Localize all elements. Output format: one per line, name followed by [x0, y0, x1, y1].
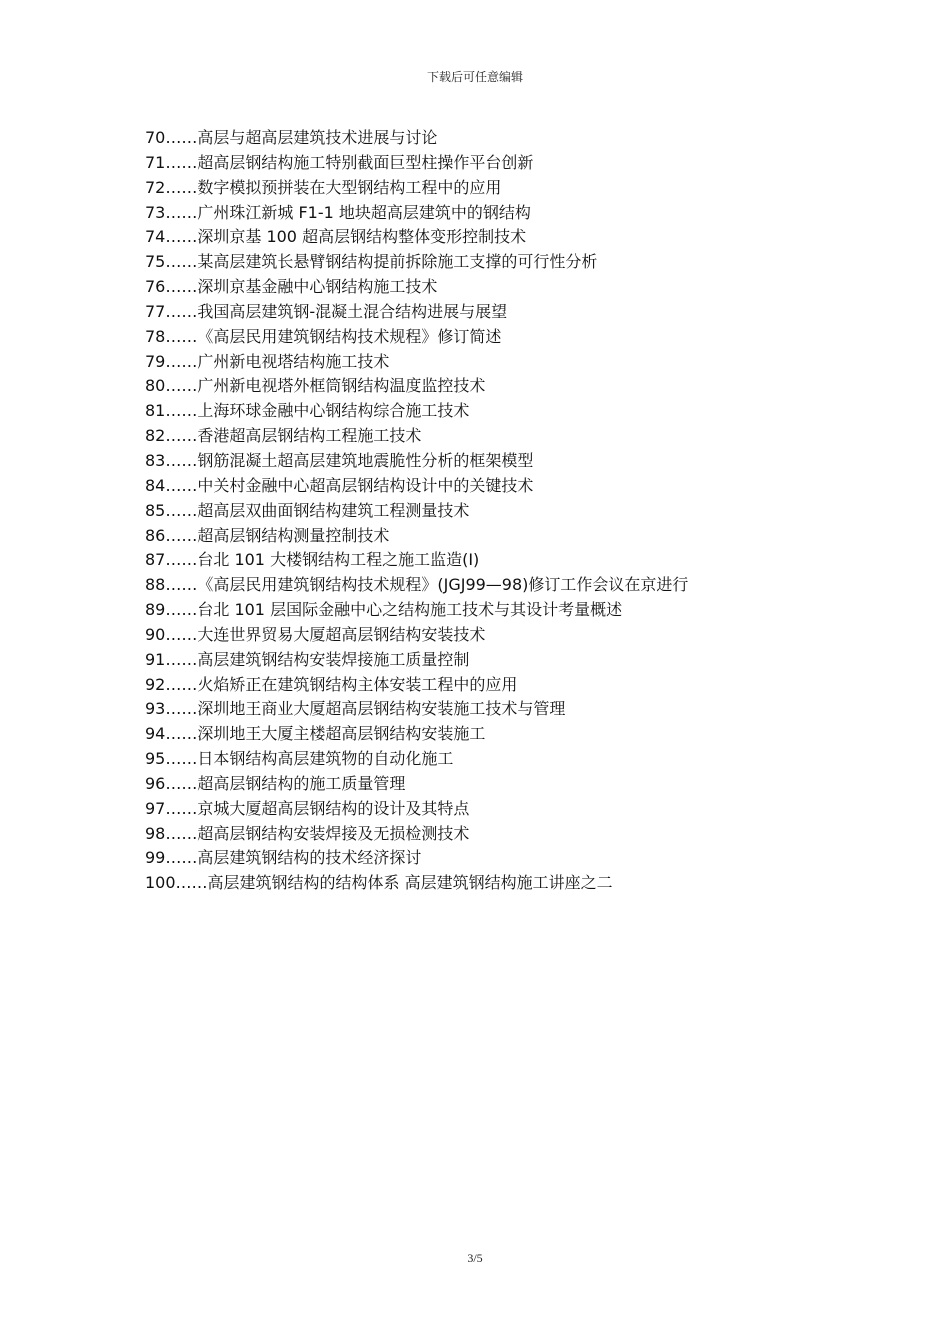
toc-entry-title: 京城大厦超高层钢结构的设计及其特点	[197, 798, 470, 818]
toc-entry-leader: ……	[165, 301, 198, 321]
toc-entry-title: 超高层钢结构安装焊接及无损检测技术	[197, 823, 470, 843]
toc-entry-leader: ……	[165, 823, 198, 843]
toc-entry-leader: ……	[165, 252, 198, 272]
toc-entry-title: 广州珠江新城 F1-1 地块超高层建筑中的钢结构	[197, 202, 531, 222]
toc-entry	[145, 424, 865, 449]
toc-entry-leader: ……	[165, 128, 198, 147]
toc-entry-number: 76	[145, 277, 166, 297]
toc-entry	[145, 449, 865, 474]
toc-entry	[145, 648, 865, 673]
toc-entry-leader: ……	[165, 674, 198, 694]
toc-entry-leader: ……	[165, 277, 198, 297]
toc-entry-title: 广州新电视塔结构施工技术	[197, 351, 390, 371]
toc-entry	[145, 797, 865, 822]
toc-entry-title: 深圳京基 100 超高层钢结构整体变形控制技术	[197, 227, 527, 247]
toc-entry-leader: ……	[175, 873, 208, 893]
toc-entry-number: 84	[145, 475, 166, 495]
toc-entry-title: 超高层钢结构测量控制技术	[197, 525, 390, 545]
toc-entry	[145, 325, 865, 350]
toc-entry-title: 数字模拟预拼装在大型钢结构工程中的应用	[197, 177, 502, 197]
toc-entry-number: 89	[145, 600, 166, 620]
toc-entry	[145, 399, 865, 424]
toc-entry-number: 99	[145, 848, 166, 868]
toc-entry-number: 91	[145, 649, 166, 669]
toc-entry-number: 96	[145, 773, 166, 793]
toc-entry-title: 深圳京基金融中心钢结构施工技术	[197, 277, 438, 297]
toc-entry-title: 台北 101 层国际金融中心之结构施工技术与其设计考量概述	[197, 600, 623, 620]
toc-entry	[145, 772, 865, 797]
toc-entry-number: 78	[145, 326, 166, 346]
toc-entry-leader: ……	[165, 401, 198, 421]
toc-entry	[145, 722, 865, 747]
toc-entry	[145, 499, 865, 524]
toc-entry-title: 高层建筑钢结构的结构体系 高层建筑钢结构施工讲座之二	[207, 873, 613, 893]
toc-entry-leader: ……	[165, 624, 198, 644]
toc-entry-number: 82	[145, 426, 166, 446]
toc-entry-number: 97	[145, 798, 166, 818]
toc-entry-number: 100	[145, 873, 176, 893]
toc-entry-title: 深圳地王大厦主楼超高层钢结构安装施工	[197, 724, 486, 744]
toc-entry-leader: ……	[165, 351, 198, 371]
toc-entry-leader: ……	[165, 848, 198, 868]
toc-entry-title: 火焰矫正在建筑钢结构主体安装工程中的应用	[197, 674, 518, 694]
toc-entry-number: 87	[145, 550, 166, 570]
toc-entry-leader: ……	[165, 426, 198, 446]
toc-entry-number: 72	[145, 177, 166, 197]
toc-entry-title: 中关村金融中心超高层钢结构设计中的关键技术	[197, 475, 534, 495]
toc-entry-title: 超高层钢结构施工特别截面巨型柱操作平台创新	[197, 152, 534, 172]
toc-entry-number: 83	[145, 450, 166, 470]
toc-entry-title: 超高层钢结构的施工质量管理	[197, 773, 406, 793]
toc-entry-number: 92	[145, 674, 166, 694]
toc-entry-leader: ……	[165, 152, 198, 172]
toc-entry	[145, 250, 865, 275]
toc-entry-title: 大连世界贸易大厦超高层钢结构安装技术	[197, 624, 486, 644]
toc-entry-number: 75	[145, 252, 166, 272]
toc-entry-title: 我国高层建筑钢-混凝土混合结构进展与展望	[197, 301, 508, 321]
toc-entry	[145, 126, 865, 151]
toc-entry	[145, 846, 865, 871]
toc-entry-leader: ……	[165, 177, 198, 197]
toc-entry	[145, 374, 865, 399]
toc-entry-leader: ……	[165, 500, 198, 520]
toc-entry-number: 85	[145, 500, 166, 520]
toc-entry	[145, 201, 865, 226]
toc-entry-title: 钢筋混凝土超高层建筑地震脆性分析的框架模型	[197, 450, 534, 470]
toc-entry-title: 深圳地王商业大厦超高层钢结构安装施工技术与管理	[197, 699, 566, 719]
toc-entry-title: 《高层民用建筑钢结构技术规程》修订简述	[197, 326, 502, 346]
page-number: 3/5	[467, 1251, 483, 1265]
toc-entry-leader: ……	[165, 649, 198, 669]
toc-entry-leader: ……	[165, 798, 198, 818]
toc-entry-title: 上海环球金融中心钢结构综合施工技术	[197, 401, 470, 421]
toc-entry-leader: ……	[165, 326, 198, 346]
toc-entry-number: 81	[145, 401, 166, 421]
toc-entry-number: 71	[145, 152, 166, 172]
toc-entry-number: 98	[145, 823, 166, 843]
toc-entry-leader: ……	[165, 202, 198, 222]
toc-entry	[145, 225, 865, 250]
toc-entry-leader: ……	[165, 600, 198, 620]
toc-entry	[145, 747, 865, 772]
toc-entry-number: 77	[145, 301, 166, 321]
toc-entry	[145, 548, 865, 573]
toc-entry-title: 高层与超高层建筑技术进展与讨论	[197, 128, 438, 147]
table-of-contents	[145, 126, 865, 896]
toc-entry-title: 《高层民用建筑钢结构技术规程》(JGJ99—98)修订工作会议在京进行	[197, 575, 689, 595]
toc-entry-leader: ……	[165, 227, 198, 247]
toc-entry-number: 95	[145, 749, 166, 769]
toc-entry-number: 86	[145, 525, 166, 545]
toc-entry	[145, 275, 865, 300]
toc-entry	[145, 300, 865, 325]
toc-entry-leader: ……	[165, 699, 198, 719]
toc-entry-number: 74	[145, 227, 166, 247]
toc-entry-title: 高层建筑钢结构安装焊接施工质量控制	[197, 649, 470, 669]
toc-entry	[145, 524, 865, 549]
toc-entry	[145, 822, 865, 847]
toc-entry-title: 日本钢结构高层建筑物的自动化施工	[197, 749, 454, 769]
toc-entry	[145, 598, 865, 623]
toc-entry	[145, 474, 865, 499]
toc-entry-leader: ……	[165, 376, 198, 396]
toc-entry-leader: ……	[165, 575, 198, 595]
toc-entry-title: 某高层建筑长悬臂钢结构提前拆除施工支撑的可行性分析	[197, 252, 598, 272]
toc-entry-leader: ……	[165, 525, 198, 545]
toc-entry	[145, 623, 865, 648]
toc-entry-number: 79	[145, 351, 166, 371]
toc-entry-leader: ……	[165, 475, 198, 495]
toc-entry	[145, 350, 865, 375]
toc-entry	[145, 673, 865, 698]
toc-entry-number: 93	[145, 699, 166, 719]
toc-entry-title: 香港超高层钢结构工程施工技术	[197, 426, 422, 446]
toc-entry	[145, 573, 865, 598]
toc-entry-leader: ……	[165, 450, 198, 470]
toc-entry-number: 80	[145, 376, 166, 396]
toc-entry-leader: ……	[165, 724, 198, 744]
toc-entry	[145, 176, 865, 201]
toc-entry-title: 广州新电视塔外框筒钢结构温度监控技术	[197, 376, 486, 396]
toc-entry-leader: ……	[165, 550, 198, 570]
page-header: 下载后可任意编辑	[426, 70, 523, 84]
toc-entry-number: 88	[145, 575, 166, 595]
toc-entry-number: 70	[145, 128, 166, 147]
toc-entry-number: 73	[145, 202, 166, 222]
toc-entry-number: 94	[145, 724, 166, 744]
toc-entry-title: 台北 101 大楼钢结构工程之施工监造(I)	[197, 550, 480, 570]
toc-entry	[145, 697, 865, 722]
toc-entry-leader: ……	[165, 749, 198, 769]
toc-entry-title: 超高层双曲面钢结构建筑工程测量技术	[197, 500, 470, 520]
toc-entry-number: 90	[145, 624, 166, 644]
toc-entry-title: 高层建筑钢结构的技术经济探讨	[197, 848, 422, 868]
toc-entry	[145, 871, 865, 896]
toc-entry	[145, 151, 865, 176]
toc-entry-leader: ……	[165, 773, 198, 793]
